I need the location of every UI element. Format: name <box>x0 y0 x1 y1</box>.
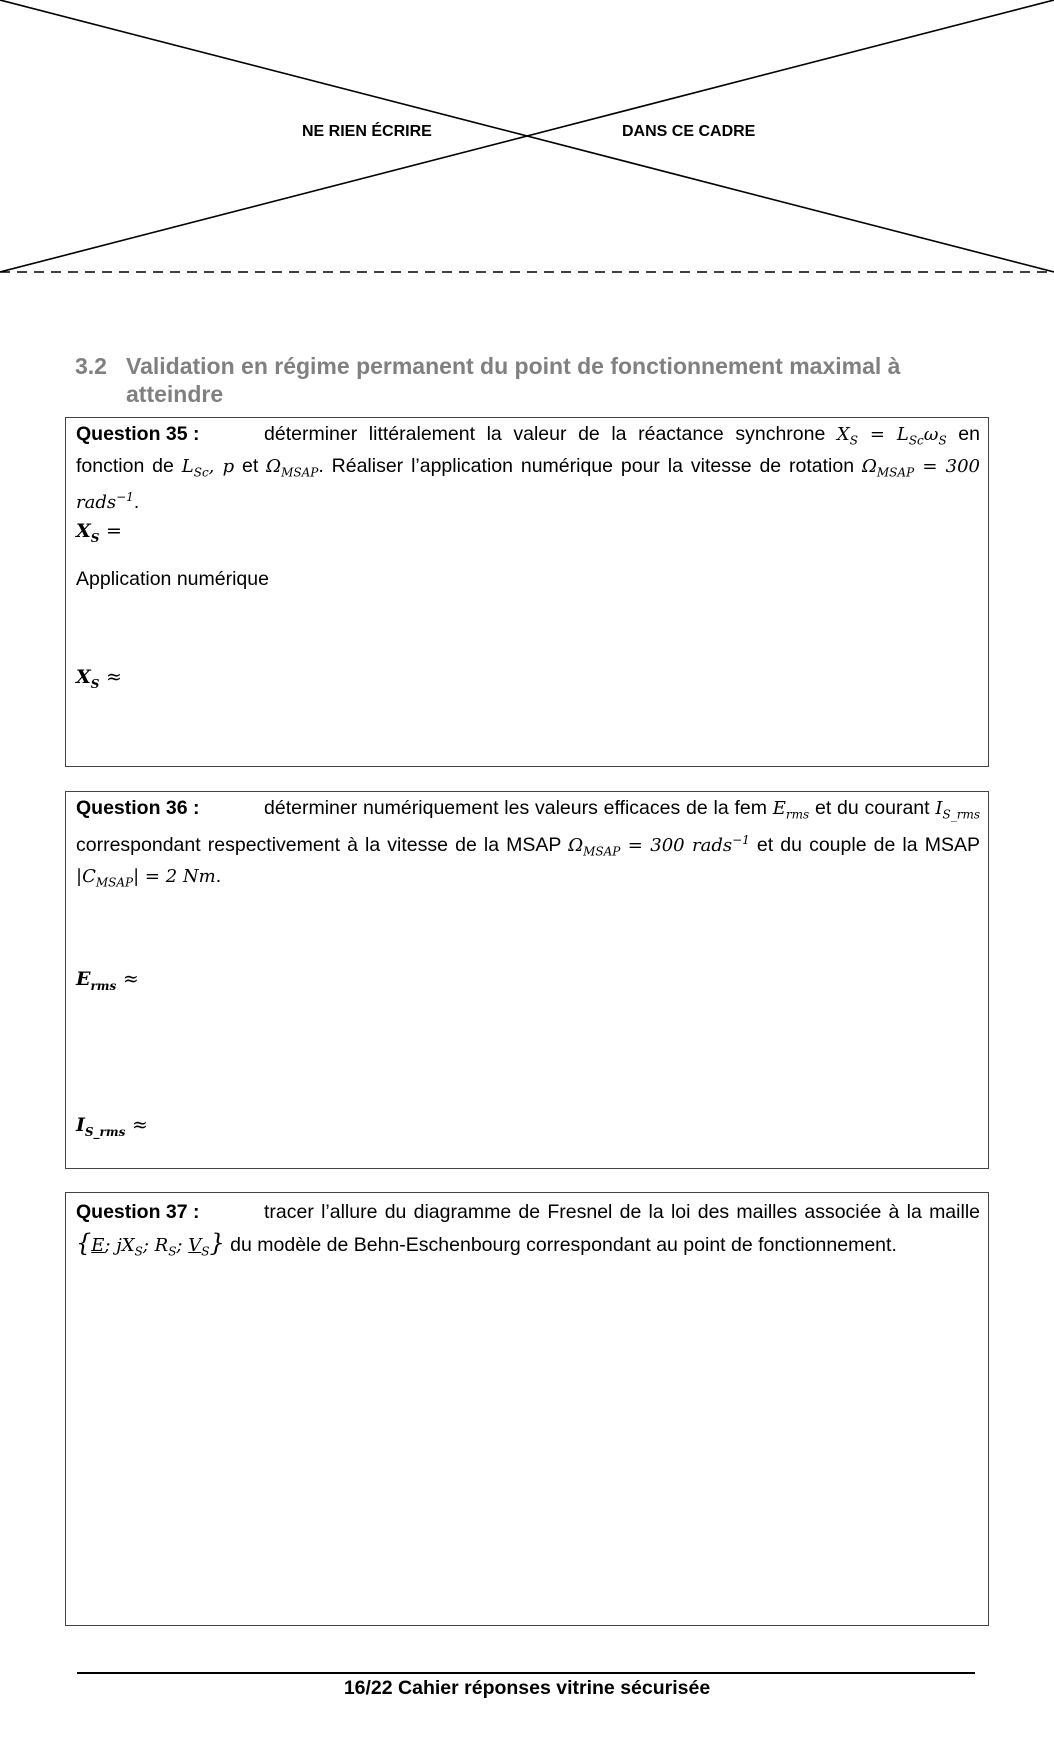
question-35-label: Question 35 : <box>76 423 200 445</box>
section-number: 3.2 <box>75 353 107 379</box>
formula-erms: $E_{rms}$ <box>772 798 810 822</box>
question-35-et: et <box>242 454 259 477</box>
answer-erms[interactable]: $E_{rms}$ ≈ <box>76 968 139 993</box>
no-write-right-text: DANS CE CADRE <box>622 123 756 140</box>
no-write-left-text: NE RIEN ÉCRIRE <box>302 123 432 140</box>
formula-omega-msap: $\Omega_{MSAP}$ <box>266 455 319 480</box>
no-write-cross <box>0 0 1054 274</box>
question-36-text-3: correspondant respectivement à la vitesse de la MSAP <box>76 833 569 856</box>
question-37-statement <box>76 1197 980 1268</box>
formula-vars: $L_{Sc}$, p <box>181 455 235 480</box>
question-35-text-1: déterminer littéralement la valeur de la réactance synchrone <box>264 423 837 445</box>
question-37-label: Question 37 : <box>76 1201 200 1223</box>
question-35-box[interactable] <box>65 417 989 767</box>
formula-omega-value-36: $\Omega_{MSAP} = 300$ rads$^{-1}$ <box>568 832 750 859</box>
section-heading <box>75 352 980 408</box>
section-title: Validation en régime permanent du point de fonctionnement maximal à atteindre <box>126 353 901 407</box>
question-35-statement: Question 35 : déterminer littéralement la valeur de la réactance synchrone $X_S = L_{Sc}\omega_S$ en fonction de $L_{Sc}$, p et $\Omega_{MSAP}$. Réaliser l’application numérique pour la vitesse de rotation $\Omega_{MSAP} = 300$ rads$^{-1}$. <box>76 423 980 514</box>
question-36-text-4: et du couple de la MSAP <box>749 833 980 856</box>
question-36-statement: Question 36 : déterminer numériquement les valeurs efficaces de la fem $E_{rms}$ et du courant $I_{S\_rms}$ correspondant respectivement à la vitesse de la MSAP $\Omega_{MSAP} = 300$ rads$^{-1}$ et du couple de la MSAP $|C_{MSAP}| = 2$ Nm. <box>76 797 980 890</box>
question-36-text-2: et du courant <box>809 797 936 819</box>
question-36-text-1: déterminer numériquement les valeurs efficaces de la fem <box>264 797 773 819</box>
question-37-text-2: du modèle de Behn-Eschenbourg correspondant au point de fonctionnement. <box>224 1234 897 1256</box>
answer-xs-literal[interactable]: $X_S$ = <box>76 520 122 545</box>
question-37-box[interactable] <box>65 1192 989 1626</box>
formula-omega-value: $\Omega_{MSAP} = 300$ rads$^{-1}$ <box>76 455 980 514</box>
formula-isrms: $I_{S\_rms}$ <box>935 798 980 822</box>
no-write-frame <box>0 0 1054 274</box>
formula-xs: $X_S = L_{Sc}\omega_S$ <box>836 424 947 448</box>
formula-maille: {E; $jX_S$; $R_S$; $V_S$} <box>76 1229 225 1259</box>
question-35-text-3: . Réaliser l’application numérique pour la vitesse de rotation <box>318 454 862 477</box>
question-36-label: Question 36 : <box>76 797 200 819</box>
footer-rule <box>77 1672 975 1674</box>
formula-couple: $|C_{MSAP}| = 2$ Nm <box>76 866 216 890</box>
footer-text: 16/22 Cahier réponses vitrine sécurisée <box>343 1677 711 1699</box>
question-37-text-1: tracer l’allure du diagramme de Fresnel de la loi des mailles associée à la maille <box>264 1201 980 1223</box>
question-36-box[interactable] <box>65 791 989 1169</box>
application-numerique-label: Application numérique <box>76 568 269 590</box>
question-35-text-2: en fonction de <box>76 423 980 477</box>
answer-isrms[interactable]: $I_{S\_rms}$ ≈ <box>76 1114 148 1139</box>
answer-xs-numeric[interactable]: $X_S$ ≈ <box>76 666 122 691</box>
